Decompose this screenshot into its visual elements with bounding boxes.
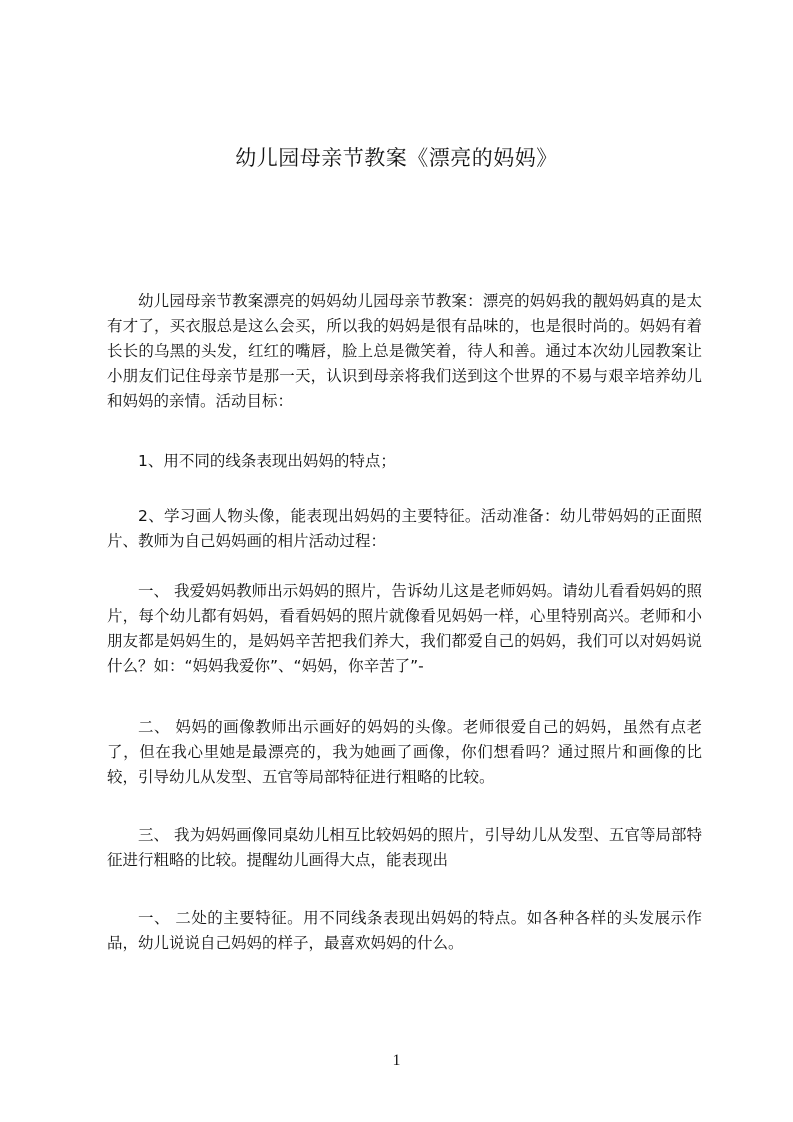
paragraph-goal-1: 1、用不同的线条表现出妈妈的特点；	[138, 452, 396, 470]
paragraph-step-3: 三、 我为妈妈画像同桌幼儿相互比较妈妈的照片，引导幼儿从发型、五官等局部特征进行粗略的比较。提醒幼儿画得大点，能表现出	[107, 826, 702, 869]
paragraph-step-1: 一、 我爱妈妈教师出示妈妈的照片，告诉幼儿这是老师妈妈。请幼儿看看妈妈的照片，每个幼儿都有妈妈，看看妈妈的照片就像看见妈妈一样，心里特别高兴。老师和小朋友都是妈妈生的，是妈妈辛苦把我们养大，我们都爱自己的妈妈，我们可以对妈妈说什么？如：“妈妈我爱你”、“妈妈，你辛苦了”-	[107, 582, 702, 675]
paragraph-step-2: 二、 妈妈的画像教师出示画好的妈妈的头像。老师很爱自己的妈妈，虽然有点老了，但在我心里她是最漂亮的，我为她画了画像，你们想看吗？通过照片和画像的比较，引导幼儿从发型、五官等局部特征进行粗略的比较。	[107, 718, 702, 786]
paragraph-intro: 幼儿园母亲节教案漂亮的妈妈幼儿园母亲节教案：漂亮的妈妈我的靓妈妈真的是太有才了，买衣服总是这么会买，所以我的妈妈是很有品味的，也是很时尚的。妈妈有着长长的乌黑的头发，红红的嘴唇，脸上总是微笑着，待人和善。通过本次幼儿园教案让小朋友们记住母亲节是那一天，认识到母亲将我们送到这个世界的不易与艰辛培养幼儿和妈妈的亲情。活动目标：	[107, 292, 702, 410]
page-number: 1	[392, 1052, 401, 1069]
document-title: 幼儿园母亲节教案《漂亮的妈妈》	[235, 146, 558, 170]
paragraph-step-4: 一、 二处的主要特征。用不同线条表现出妈妈的特点。如各种各样的头发展示作品，幼儿说说自己妈妈的样子，最喜欢妈妈的什么。	[107, 909, 702, 952]
paragraph-goal-2: 2、学习画人物头像，能表现出妈妈的主要特征。活动准备：幼儿带妈妈的正面照片、教师为自己妈妈画的相片活动过程：	[107, 507, 702, 550]
